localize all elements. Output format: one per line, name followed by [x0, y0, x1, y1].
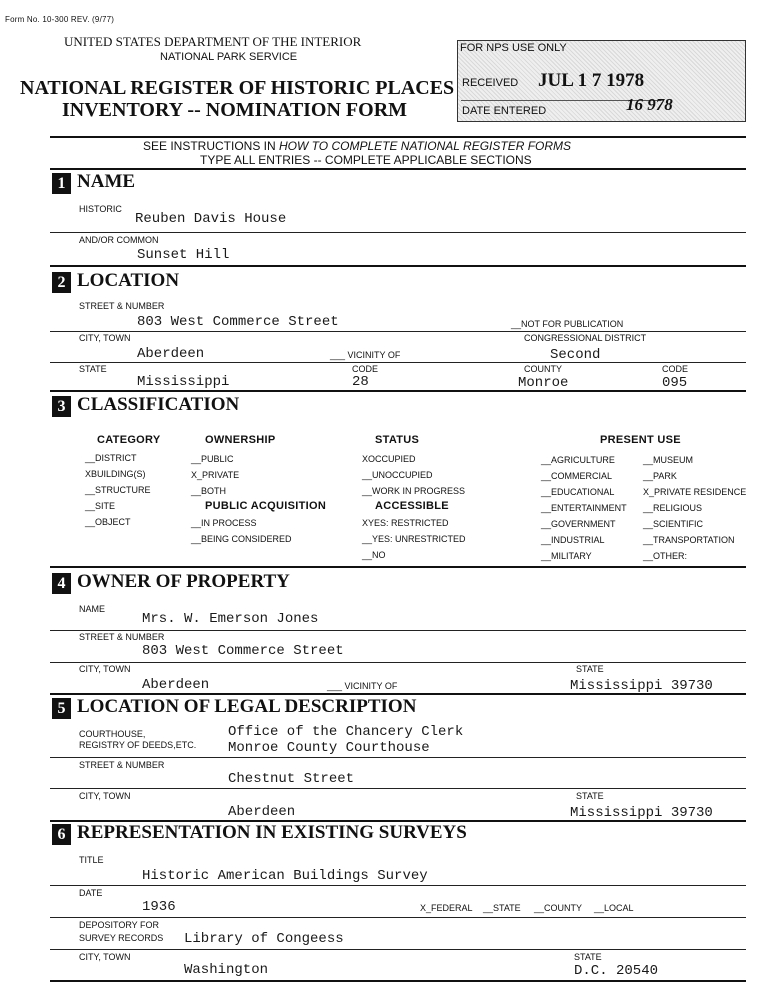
section-number: 4 [52, 573, 71, 594]
legal-street-value: Chestnut Street [228, 771, 355, 787]
present-use-option: __SCIENTIFIC [643, 519, 704, 529]
owner-state-value: Mississippi 39730 [570, 678, 713, 694]
owner-city-value: Aberdeen [142, 677, 210, 693]
survey-date-value: 1936 [142, 899, 176, 915]
owner-city-label: CITY, TOWN [79, 664, 131, 674]
present-use-option: __ENTERTAINMENT [541, 503, 627, 513]
legal-state-value: Mississippi 39730 [570, 805, 713, 821]
section-title-surveys: REPRESENTATION IN EXISTING SURVEYS [77, 822, 467, 843]
rule [50, 917, 746, 918]
category-option: __DISTRICT [85, 453, 137, 463]
survey-level-local: __LOCAL [594, 903, 634, 913]
accessible-heading: ACCESSIBLE [375, 500, 449, 512]
section-number: 6 [52, 824, 71, 845]
acquisition-option: __BEING CONSIDERED [191, 534, 292, 544]
common-name-value: Sunset Hill [137, 247, 230, 263]
street-value: 803 West Commerce Street [137, 314, 339, 330]
state-value: Mississippi [137, 374, 230, 390]
survey-level-county: __COUNTY [534, 903, 583, 913]
accessible-option: __YES: UNRESTRICTED [362, 534, 466, 544]
ownership-heading: OWNERSHIP [205, 434, 276, 446]
section-number: 3 [52, 396, 71, 417]
present-use-option: __GOVERNMENT [541, 519, 616, 529]
present-use-option: __RELIGIOUS [643, 503, 703, 513]
status-option: __UNOCCUPIED [362, 470, 433, 480]
present-use-option: __PARK [643, 471, 677, 481]
owner-name-value: Mrs. W. Emerson Jones [142, 611, 319, 627]
present-use-option: __MILITARY [541, 551, 592, 561]
rule [50, 566, 746, 568]
survey-level-state: __STATE [483, 903, 521, 913]
section-number: 5 [52, 698, 71, 719]
rule [50, 136, 746, 138]
department-line: UNITED STATES DEPARTMENT OF THE INTERIOR [64, 34, 362, 49]
courthouse-value-2: Monroe County Courthouse [228, 740, 430, 756]
category-heading: CATEGORY [97, 434, 161, 446]
status-heading: STATUS [375, 434, 420, 446]
street-label: STREET & NUMBER [79, 301, 165, 311]
ownership-option: X_PRIVATE [191, 470, 240, 480]
nps-box-heading: FOR NPS USE ONLY [460, 42, 567, 54]
rule [50, 788, 746, 789]
rule [50, 757, 746, 758]
survey-date-label: DATE [79, 888, 103, 898]
present-use-option: __AGRICULTURE [541, 455, 615, 465]
section-title-classification: CLASSIFICATION [77, 394, 240, 415]
present-use-option: __MUSEUM [643, 455, 694, 465]
form-number: Form No. 10-300 REV. (9/77) [5, 15, 115, 24]
registry-label: REGISTRY OF DEEDS,ETC. [79, 740, 197, 750]
courthouse-label: COURTHOUSE, [79, 729, 146, 739]
section-title-name: NAME [77, 171, 136, 192]
survey-state-value: D.C. 20540 [574, 963, 659, 979]
rule [50, 390, 746, 392]
ownership-option: __PUBLIC [191, 454, 234, 464]
historic-name-value: Reuben Davis House [135, 211, 287, 227]
present-use-option: __EDUCATIONAL [541, 487, 615, 497]
status-option: XOCCUPIED [362, 454, 416, 464]
not-for-publication: __NOT FOR PUBLICATION [511, 319, 624, 329]
depository-value: Library of Congeess [184, 931, 344, 947]
rule [50, 362, 746, 363]
present-use-option: X_PRIVATE RESIDENCE [643, 487, 747, 497]
section-title-location: LOCATION [77, 270, 180, 291]
rule [50, 693, 746, 695]
section-number: 1 [52, 173, 71, 194]
survey-city-value: Washington [184, 962, 269, 978]
form-title-2: INVENTORY -- NOMINATION FORM [62, 99, 408, 121]
present-use-heading: PRESENT USE [600, 434, 681, 446]
ownership-option: __BOTH [191, 486, 227, 496]
vicinity-of: ___ VICINITY OF [327, 681, 398, 691]
depository-label-2: SURVEY RECORDS [79, 933, 164, 943]
county-value: Monroe [518, 375, 569, 391]
category-option: __SITE [85, 501, 116, 511]
owner-name-label: NAME [79, 604, 106, 614]
code-label: CODE [352, 364, 379, 374]
present-use-option: __INDUSTRIAL [541, 535, 605, 545]
legal-state-label: STATE [576, 791, 604, 801]
owner-street-label: STREET & NUMBER [79, 632, 165, 642]
survey-city-label: CITY, TOWN [79, 952, 131, 962]
section-title-legal: LOCATION OF LEGAL DESCRIPTION [77, 696, 417, 717]
survey-title-value: Historic American Buildings Survey [142, 868, 428, 884]
present-use-option: __OTHER: [643, 551, 688, 561]
form-title-1: NATIONAL REGISTER OF HISTORIC PLACES [20, 77, 455, 99]
city-label: CITY, TOWN [79, 333, 131, 343]
rule [50, 980, 746, 982]
status-option: __WORK IN PROGRESS [362, 486, 466, 496]
accessible-option: __NO [362, 550, 386, 560]
section-title-owner: OWNER OF PROPERTY [77, 571, 290, 592]
county-code-value: 095 [662, 375, 688, 391]
section-number: 2 [52, 272, 71, 293]
state-code-value: 28 [352, 374, 369, 390]
accessible-option: XYES: RESTRICTED [362, 518, 449, 528]
rule [50, 662, 746, 663]
category-option: __STRUCTURE [85, 485, 151, 495]
nps-use-box [457, 40, 746, 122]
vicinity-of: ___ VICINITY OF [330, 350, 401, 360]
rule [50, 265, 746, 267]
city-value: Aberdeen [137, 346, 205, 362]
congressional-district-label: CONGRESSIONAL DISTRICT [524, 333, 647, 343]
historic-label: HISTORIC [79, 204, 122, 214]
public-acquisition-heading: PUBLIC ACQUISITION [205, 500, 327, 512]
owner-state-label: STATE [576, 664, 604, 674]
received-label: RECEIVED [462, 77, 519, 89]
rule [50, 630, 746, 631]
rule [50, 949, 746, 950]
instructions-line-2: TYPE ALL ENTRIES -- COMPLETE APPLICABLE SECTIONS [200, 153, 532, 167]
category-option: XBUILDING(S) [85, 469, 146, 479]
rule [50, 168, 746, 170]
survey-title-label: TITLE [79, 855, 104, 865]
present-use-option: __TRANSPORTATION [643, 535, 735, 545]
owner-street-value: 803 West Commerce Street [142, 643, 344, 659]
present-use-option: __COMMERCIAL [541, 471, 613, 481]
rule [50, 885, 746, 886]
survey-state-label: STATE [574, 952, 602, 962]
congressional-district-value: Second [550, 347, 601, 363]
category-option: __OBJECT [85, 517, 131, 527]
entered-stamp: 16 978 [626, 95, 673, 114]
state-label: STATE [79, 364, 107, 374]
county-code-label: CODE [662, 364, 689, 374]
legal-street-label: STREET & NUMBER [79, 760, 165, 770]
county-label: COUNTY [524, 364, 562, 374]
entered-label: DATE ENTERED [462, 105, 547, 117]
instructions-line-1: SEE INSTRUCTIONS IN HOW TO COMPLETE NATIONAL REGISTER FORMS [143, 139, 572, 153]
acquisition-option: __IN PROCESS [191, 518, 257, 528]
rule [50, 331, 746, 332]
courthouse-value-1: Office of the Chancery Clerk [228, 724, 464, 740]
received-stamp: JUL 1 7 1978 [538, 70, 645, 91]
depository-label-1: DEPOSITORY FOR [79, 920, 160, 930]
legal-city-value: Aberdeen [228, 804, 296, 820]
service-line: NATIONAL PARK SERVICE [160, 51, 298, 63]
survey-level-federal: X_FEDERAL [420, 903, 473, 913]
legal-city-label: CITY, TOWN [79, 791, 131, 801]
common-name-label: AND/OR COMMON [79, 235, 159, 245]
rule [50, 232, 746, 233]
